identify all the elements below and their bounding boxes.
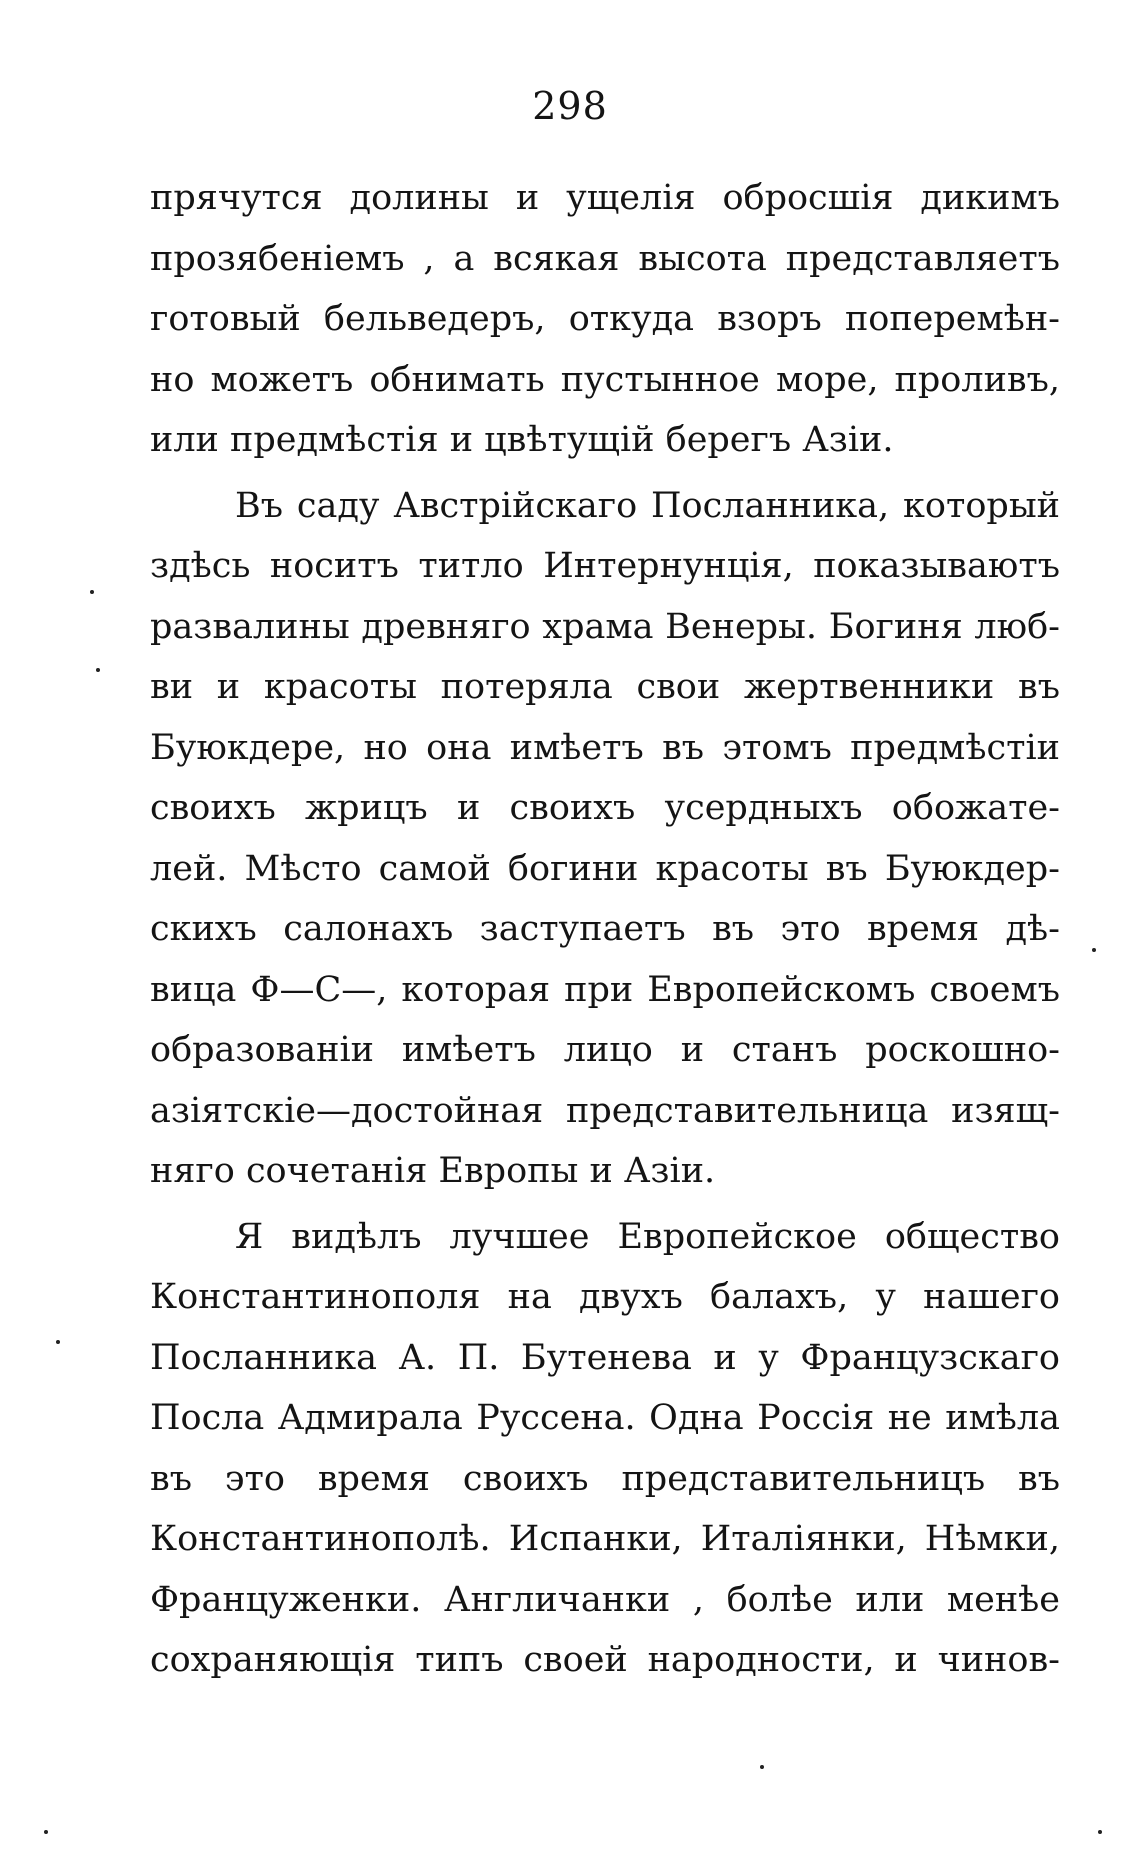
text-line: Константинополѣ. Испанки, Италіянки, Нѣмки, bbox=[150, 1519, 1060, 1559]
text-line: азіятскіе—достойная представительница изящ- bbox=[150, 1090, 1060, 1131]
text-line: развалины древняго храма Венеры. Богиня люб- bbox=[150, 606, 1060, 647]
scan-speck bbox=[44, 1830, 48, 1834]
text-line: лей. Мѣсто самой богини красоты въ Буюкдер- bbox=[150, 848, 1060, 889]
text-line: Посланника А. П. Бутенева и у Французскаго bbox=[150, 1337, 1060, 1378]
text-line: вица Ф—С—, которая при Европейскомъ своемъ bbox=[150, 969, 1060, 1010]
text-line: ви и красоты потеряла свои жертвенники въ bbox=[150, 667, 1060, 707]
text-line: Въ саду Австрійскаго Посланника, который bbox=[235, 485, 1060, 526]
text-line: здѣсь носитъ титло Интернунція, показываютъ bbox=[150, 546, 1060, 586]
page-text bbox=[150, 168, 1060, 1691]
scan-speck bbox=[56, 1340, 60, 1344]
text-line: въ это время своихъ представительницъ въ bbox=[150, 1458, 1060, 1499]
text-line: Константинополя на двухъ балахъ, у нашего bbox=[150, 1277, 1060, 1317]
text-line: сохраняющія типъ своей народности, и чинов- bbox=[150, 1640, 1060, 1680]
scan-speck bbox=[760, 1765, 764, 1769]
text-line: няго сочетанія Европы и Азіи. bbox=[150, 1151, 716, 1191]
paragraph-2 bbox=[150, 476, 1060, 1202]
text-line: скихъ салонахъ заступаетъ въ это время дѣ- bbox=[150, 909, 1060, 949]
text-line: но можетъ обнимать пустынное море, проливъ, bbox=[150, 359, 1060, 400]
paragraph-1 bbox=[150, 168, 1060, 471]
text-line: Я видѣлъ лучшее Европейское общество bbox=[235, 1216, 1060, 1257]
text-line: образованіи имѣетъ лицо и станъ роскошно- bbox=[150, 1030, 1060, 1070]
text-line: готовый бельведеръ, откуда взоръ поперемѣн- bbox=[150, 299, 1060, 339]
scan-speck bbox=[96, 668, 100, 672]
text-line: Посла Адмирала Руссена. Одна Россія не имѣла bbox=[150, 1398, 1060, 1438]
text-line: прячутся долины и ущелія обросшія дикимъ bbox=[150, 178, 1060, 218]
page-number: 298 bbox=[532, 84, 608, 128]
text-line: прозябеніемъ , а всякая высота представляетъ bbox=[150, 238, 1060, 279]
scan-speck bbox=[1092, 948, 1096, 952]
text-line: или предмѣстія и цвѣтущій берегъ Азіи. bbox=[150, 420, 894, 460]
text-line: своихъ жрицъ и своихъ усердныхъ обожате- bbox=[150, 788, 1060, 828]
text-line: Буюкдере, но она имѣетъ въ этомъ предмѣстіи bbox=[150, 727, 1060, 768]
scan-speck bbox=[1098, 1830, 1102, 1834]
text-line: Француженки. Англичанки , болѣе или менѣе bbox=[150, 1579, 1060, 1620]
scan-speck bbox=[90, 590, 94, 594]
paragraph-3 bbox=[150, 1207, 1060, 1691]
